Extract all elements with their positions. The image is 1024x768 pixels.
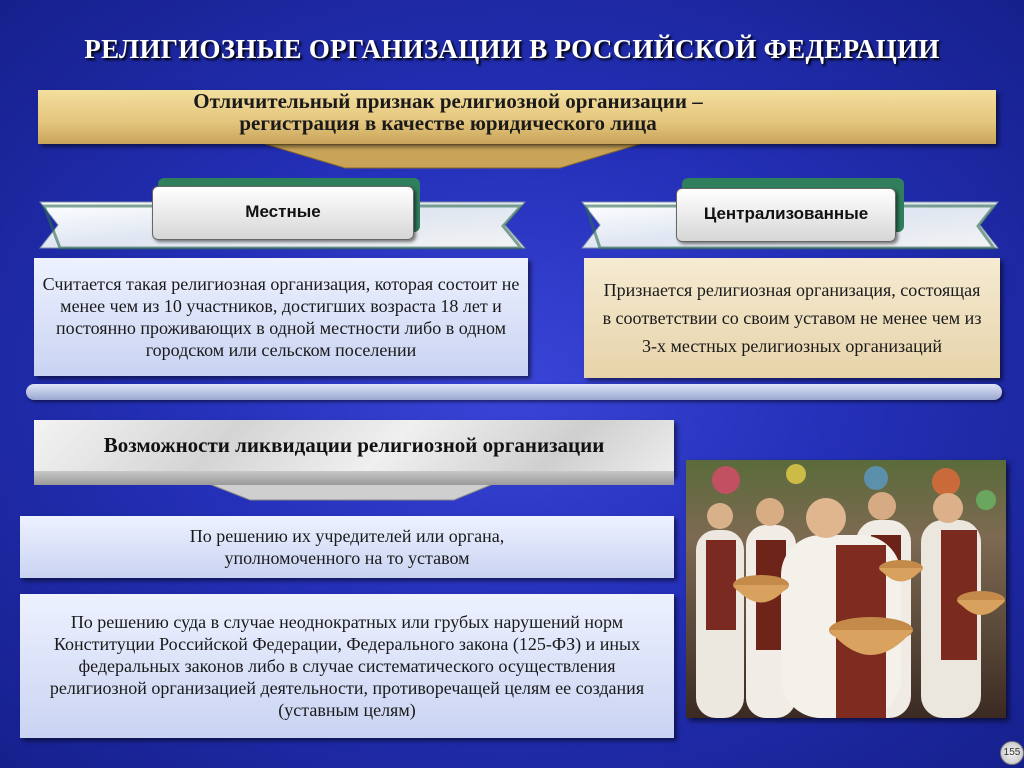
banner-line-1: Отличительный признак религиозной организации – [193, 89, 703, 113]
local-description: Считается такая религиозная организация, которая состоит не менее чем из 10 участников, достигших возраста 18 лет и постоянно проживающих в одной местности либо в одном городском или сельском поселении [42, 274, 520, 360]
liquidation-title-base [34, 471, 674, 485]
liquidation-option-2: По решению суда в случае неоднократных или грубых нарушений норм Конституции Российской Федерации, Федерального закона (125-ФЗ) и иных федеральных законов либо в случае систематического осуществления религиозной организацией деятельности, противоречащей целям ее создания (уставным целям) [49, 612, 645, 720]
centralized-type-tag: Централизованные [676, 188, 896, 242]
banner-line-2: регистрация в качестве юридического лица [239, 111, 657, 135]
page-number: 155 [1000, 741, 1024, 765]
slide-title: РЕЛИГИОЗНЫЕ ОРГАНИЗАЦИИ В РОССИЙСКОЙ ФЕДЕРАЦИИ [84, 34, 940, 64]
local-description-box [34, 258, 528, 376]
liquidation-option-1: По решению их учредителей или органа, уполномоченного на то уставом [189, 526, 505, 568]
liquidation-option-founders [20, 516, 674, 578]
local-type-tag: Местные [152, 186, 414, 240]
centralized-description-box [584, 258, 1000, 378]
liquidation-title: Возможности ликвидации религиозной организации [34, 420, 674, 476]
liquidation-option-court [20, 594, 674, 738]
registration-banner-text [38, 90, 858, 134]
centralized-description: Признается религиозная организация, состоящая в соответствии со своим уставом не менее чем из 3-х местных религиозных организаций [602, 280, 982, 356]
section-divider [26, 384, 1002, 400]
monks-photo [686, 460, 1006, 718]
